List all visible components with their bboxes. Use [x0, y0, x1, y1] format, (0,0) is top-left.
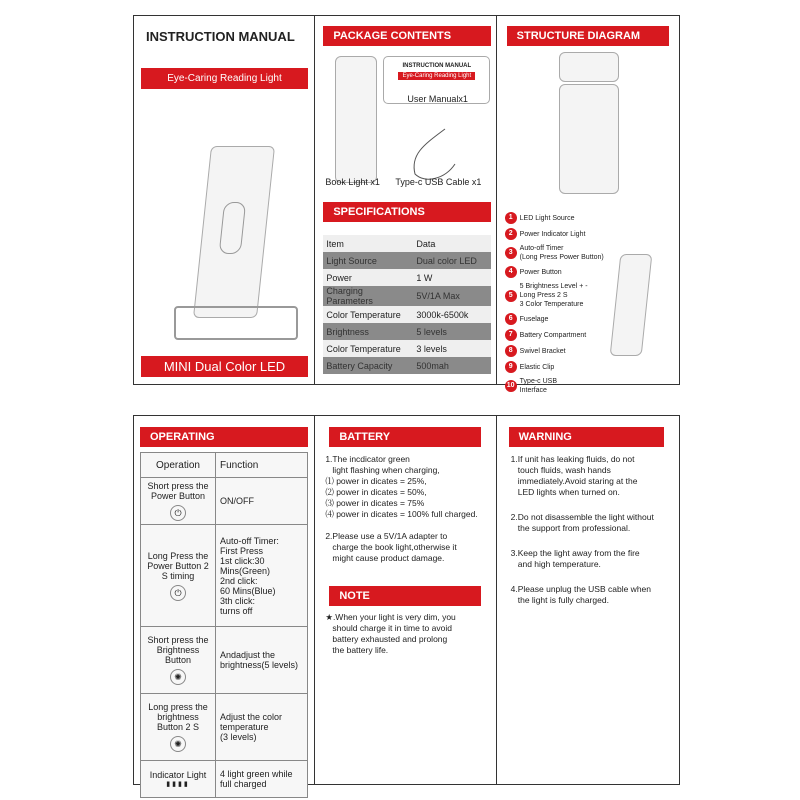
spec-row — [323, 323, 491, 340]
spec-value: 5V/1A Max — [413, 286, 491, 306]
operation-text: Short press the Brightness Button — [147, 635, 209, 665]
spec-item: Brightness — [323, 323, 413, 340]
legend-number: 8 — [505, 345, 517, 357]
operating-row — [141, 478, 308, 525]
spec-item: Battery Capacity — [323, 357, 413, 374]
legend-label: Swivel Bracket — [519, 347, 566, 355]
warning-title: WARNING — [509, 427, 664, 447]
legend-number: 10 — [505, 380, 517, 392]
spec-row — [323, 269, 491, 286]
legend-item — [505, 244, 625, 262]
legend-number: 5 — [505, 290, 517, 302]
function-text: ON/OFF — [216, 478, 308, 525]
bottom-panel — [133, 415, 680, 789]
legend-label: 5 Brightness Level + - Long Press 2 S 3 Color Temperature — [519, 283, 588, 308]
legend-item — [505, 345, 625, 357]
manual-icon-banner: Eye-Caring Reading Light — [398, 72, 475, 80]
header-operation: Operation — [141, 453, 216, 478]
legend-number: 2 — [505, 228, 517, 240]
operation-text: Short press the Power Button — [147, 481, 209, 501]
structure-device-top — [559, 52, 619, 82]
warning-item: 4.Please unplug the USB cable when the light is fully charged. — [510, 584, 652, 605]
legend-label: Power Button — [519, 268, 562, 276]
legend-label: LED Light Source — [519, 214, 575, 222]
battery-column — [315, 416, 496, 784]
legend-item — [505, 212, 625, 224]
brightness-icon: ✺ — [170, 736, 186, 752]
function-text: 4 light green while full charged — [216, 761, 308, 798]
legend-item — [505, 228, 625, 240]
legend-item — [505, 361, 625, 373]
clip-illustration — [174, 306, 298, 340]
spec-value: 1 W — [413, 269, 491, 286]
legend-item — [505, 313, 625, 325]
battery-text: 1.The incdicator green light flashing when charging, ⑴ power in dicates = 25%, ⑵ power in dicates = 50%, ⑶ power in dicates = 75% ⑷ power in dicates = 100% full charged. 2.Please use a 5V/1A adapter to charge the book light,otherwise it might cause product damage. — [325, 454, 478, 563]
legend-item — [505, 266, 625, 278]
spec-item: Charging Parameters — [323, 286, 413, 306]
package-title: PACKAGE CONTENTS — [323, 26, 491, 46]
manual-icon-title: INSTRUCTION MANUAL — [402, 63, 472, 69]
warning-item: 2.Do not disassemble the light without the support from professional. — [510, 512, 654, 533]
operating-row — [141, 627, 308, 694]
warning-column — [497, 416, 679, 784]
battery-title: BATTERY — [329, 427, 481, 447]
top-panel — [133, 15, 680, 394]
warning-list — [511, 454, 654, 620]
structure-device-front — [559, 84, 619, 194]
operating-row — [141, 761, 308, 798]
function-text: Andadjust the brightness(5 levels) — [216, 627, 308, 694]
spec-row — [323, 357, 491, 374]
legend-number: 6 — [505, 313, 517, 325]
cover-title: INSTRUCTION MANUAL — [146, 29, 295, 44]
manual-caption: User Manualx1 — [407, 94, 468, 104]
cover-banner: Eye-Caring Reading Light — [141, 68, 308, 89]
package-column — [315, 16, 496, 384]
note-title: NOTE — [329, 586, 481, 606]
header-function: Function — [216, 453, 308, 478]
spec-item: Item — [323, 235, 413, 252]
spec-item: Light Source — [323, 252, 413, 269]
legend-label: Fuselage — [519, 315, 549, 323]
power-icon: ⏻ — [170, 505, 186, 521]
spec-value: 5 levels — [413, 323, 491, 340]
spec-value: Dual color LED — [413, 252, 491, 269]
power-icon: ⏻ — [170, 585, 186, 601]
usb-cable-icon — [405, 124, 465, 184]
cover-footer: MINI Dual Color LED — [141, 356, 308, 377]
spec-row — [323, 306, 491, 323]
spec-row — [323, 235, 491, 252]
spec-item: Color Temperature — [323, 306, 413, 323]
legend-item — [505, 329, 625, 341]
legend-label: Type-c USB Interface — [519, 378, 558, 394]
operating-row — [141, 694, 308, 761]
spec-row — [323, 286, 491, 306]
brightness-icon: ✺ — [170, 669, 186, 685]
structure-title: STRUCTURE DIAGRAM — [507, 26, 669, 46]
structure-column — [497, 16, 679, 394]
cover-column — [134, 16, 315, 384]
specs-title: SPECIFICATIONS — [323, 202, 491, 222]
cable-caption: Type-c USB Cable x1 — [395, 177, 482, 187]
spec-item: Power — [323, 269, 413, 286]
operating-header — [141, 453, 308, 478]
structure-legend — [505, 212, 625, 399]
legend-number: 1 — [505, 212, 517, 224]
note-text: ★.When your light is very dim, you should charge it in time to avoid battery exhausted and prolong the battery life. — [325, 612, 456, 655]
operating-table — [140, 452, 308, 798]
legend-item — [505, 377, 625, 395]
legend-number: 9 — [505, 361, 517, 373]
operating-row — [141, 525, 308, 627]
spec-value: 3000k-6500k — [413, 306, 491, 323]
function-text: Auto-off Timer: First Press 1st click:30 Mins(Green) 2nd click: 60 Mins(Blue) 3th click: turns off — [216, 525, 308, 627]
spec-value: 500mah — [413, 357, 491, 374]
spec-row — [323, 340, 491, 357]
spec-item: Color Temperature — [323, 340, 413, 357]
spec-value: Data — [413, 235, 491, 252]
legend-item — [505, 282, 625, 309]
spec-row — [323, 252, 491, 269]
spec-value: 3 levels — [413, 340, 491, 357]
legend-label: Auto-off Timer (Long Press Power Button) — [519, 245, 604, 261]
legend-label: Power Indicator Light — [519, 230, 586, 238]
indicator-dots-icon: ▮▮▮▮ — [166, 781, 190, 788]
light-caption: Book Light x1 — [325, 177, 380, 187]
legend-number: 3 — [505, 247, 517, 259]
operation-text: Long Press the Power Button 2 S timing — [147, 550, 209, 581]
operation-text: Indicator Light — [149, 770, 207, 780]
book-light-illustration — [193, 146, 275, 318]
operation-text: Long press the brightness Button 2 S — [148, 702, 208, 732]
operating-title: OPERATING — [140, 427, 308, 447]
legend-label: Elastic Clip — [519, 363, 555, 371]
specs-table — [323, 235, 491, 374]
function-text: Adjust the color temperature (3 levels) — [216, 694, 308, 761]
legend-number: 7 — [505, 329, 517, 341]
legend-label: Battery Compartment — [519, 331, 587, 339]
warning-item: 3.Keep the light away from the fire and high temperature. — [510, 548, 640, 569]
operating-column — [134, 416, 315, 789]
legend-number: 4 — [505, 266, 517, 278]
warning-item: 1.If unit has leaking fluids, do not touch fluids, wash hands immediately.Avoid staring at the LED lights when turned on. — [510, 454, 638, 497]
book-light-icon — [335, 56, 377, 183]
